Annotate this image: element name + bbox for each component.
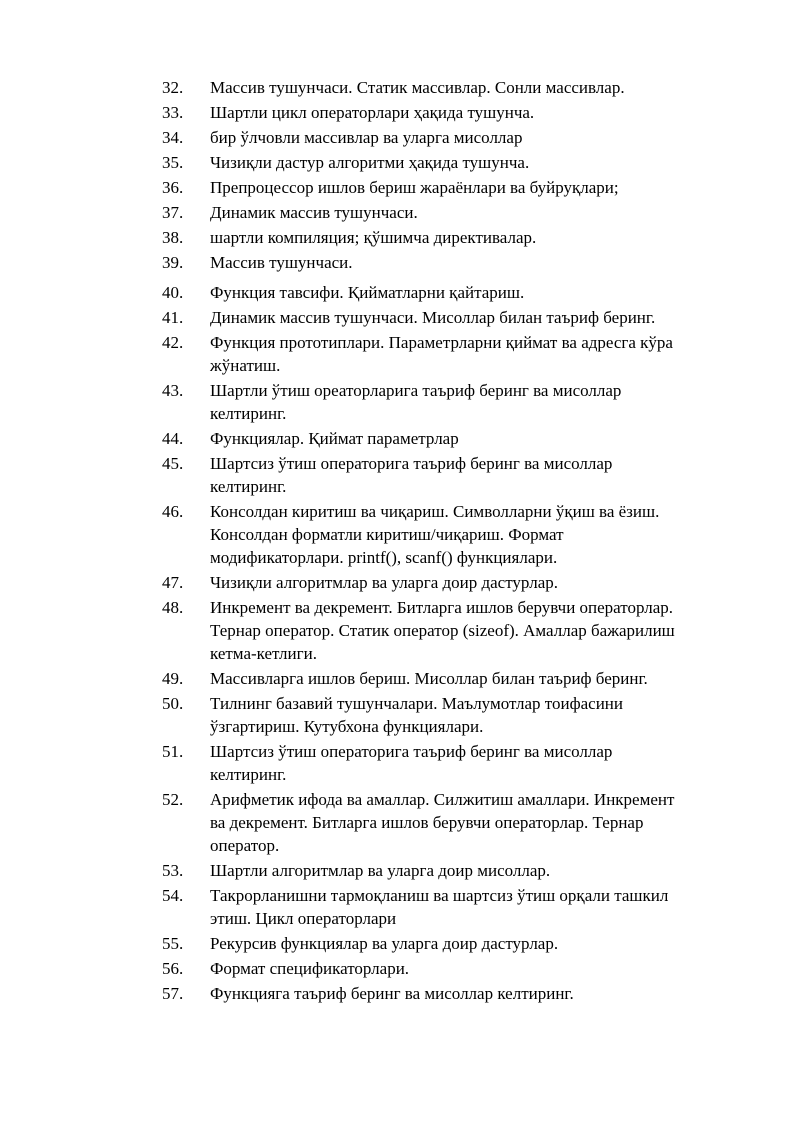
- item-number: 48.: [162, 598, 184, 617]
- item-text: [210, 692, 742, 738]
- item-text: [210, 251, 742, 274]
- item-number: 54.: [162, 886, 184, 905]
- list-item: [162, 226, 742, 249]
- item-text: [210, 176, 742, 199]
- list-item: [162, 692, 742, 738]
- item-text: [210, 452, 742, 498]
- item-text-line: Инкремент ва декремент. Битларга ишлов берувчи операторлар.: [210, 598, 674, 617]
- item-text-line: Функция тавсифи. Қийматларни қайтариш.: [210, 283, 525, 302]
- item-text-line: Формат спецификаторлари.: [210, 959, 410, 978]
- item-text: [210, 788, 742, 857]
- item-text-line: этиш. Цикл операторлари: [210, 909, 397, 928]
- item-text-line: Функцияга таъриф беринг ва мисоллар келтиринг.: [210, 984, 574, 1003]
- list-item: [162, 982, 742, 1005]
- item-text-line: Тилнинг базавий тушунчалари. Маълумотлар тоифасини: [210, 694, 623, 713]
- item-text-line: Консолдан форматли киритиш/чиқариш. Формат: [210, 525, 564, 544]
- item-text: [210, 500, 742, 569]
- item-number: 50.: [162, 694, 184, 713]
- item-number: 52.: [162, 790, 184, 809]
- item-text-line: Массив тушунчаси.: [210, 253, 353, 272]
- item-number: 44.: [162, 429, 184, 448]
- item-text-line: Динамик массив тушунчаси.: [210, 203, 418, 222]
- item-number: 36.: [162, 178, 184, 197]
- item-number: 33.: [162, 103, 184, 122]
- item-text: [210, 859, 742, 882]
- item-number: 42.: [162, 333, 184, 352]
- item-text-line: ва декремент. Битларга ишлов берувчи операторлар. Тернар: [210, 813, 644, 832]
- item-text: [210, 667, 742, 690]
- item-text-line: Шартли цикл операторлари ҳақида тушунча.: [210, 103, 535, 122]
- list-item: [162, 667, 742, 690]
- item-text-line: Консолдан киритиш ва чиқариш. Символларни ўқиш ва ёзиш.: [210, 502, 660, 521]
- list-item: [162, 281, 742, 304]
- item-text-line: жўнатиш.: [210, 356, 281, 375]
- list-item: [162, 427, 742, 450]
- item-text-line: Чизиқли алгоритмлар ва уларга доир дастурлар.: [210, 573, 558, 592]
- item-number: 45.: [162, 454, 184, 473]
- list-item: [162, 306, 742, 329]
- list-item: [162, 76, 742, 99]
- list-item: [162, 571, 742, 594]
- item-text: [210, 201, 742, 224]
- item-number: 34.: [162, 128, 184, 147]
- item-text-line: келтиринг.: [210, 404, 287, 423]
- item-number: 53.: [162, 861, 184, 880]
- list-item: [162, 126, 742, 149]
- item-number: 32.: [162, 78, 184, 97]
- item-number: 55.: [162, 934, 184, 953]
- item-text: [210, 571, 742, 594]
- item-text-line: бир ўлчовли массивлар ва уларга мисоллар: [210, 128, 523, 147]
- list-item: [162, 331, 742, 377]
- item-text-line: Массивларга ишлов бериш. Мисоллар билан таъриф беринг.: [210, 669, 648, 688]
- item-text-line: кетма-кетлиги.: [210, 644, 317, 663]
- item-number: 47.: [162, 573, 184, 592]
- item-text-line: Функциялар. Қиймат параметрлар: [210, 429, 459, 448]
- item-text-line: келтиринг.: [210, 477, 287, 496]
- item-text-line: Рекурсив функциялар ва уларга доир дастурлар.: [210, 934, 559, 953]
- list-item: [162, 859, 742, 882]
- question-list: [162, 76, 742, 1007]
- item-text: [210, 126, 742, 149]
- item-text-line: Препроцессор ишлов бериш жараёнлари ва буйруқлари;: [210, 178, 619, 197]
- item-text: [210, 306, 742, 329]
- list-item: [162, 251, 742, 274]
- item-text: [210, 379, 742, 425]
- item-text-line: модификаторлари. printf(), scanf() функциялари.: [210, 548, 558, 567]
- item-text-line: Шартли алгоритмлар ва уларга доир мисоллар.: [210, 861, 551, 880]
- item-number: 37.: [162, 203, 184, 222]
- list-item: [162, 379, 742, 425]
- item-number: 57.: [162, 984, 184, 1003]
- list-item: [162, 596, 742, 665]
- item-text-line: келтиринг.: [210, 765, 287, 784]
- list-item: [162, 957, 742, 980]
- item-text: [210, 101, 742, 124]
- item-text: [210, 281, 742, 304]
- item-number: 56.: [162, 959, 184, 978]
- list-item: [162, 740, 742, 786]
- item-text-line: оператор.: [210, 836, 280, 855]
- item-text: [210, 331, 742, 377]
- item-text-line: Шартсиз ўтиш операторига таъриф беринг ва мисоллар: [210, 742, 613, 761]
- item-number: 43.: [162, 381, 184, 400]
- item-text-line: ўзгартириш. Кутубхона функциялари.: [210, 717, 484, 736]
- item-text: [210, 884, 742, 930]
- item-text-line: Такрорланишни тармоқланиш ва шартсиз ўтиш орқали ташкил: [210, 886, 669, 905]
- list-item: [162, 932, 742, 955]
- item-text-line: Шартсиз ўтиш операторига таъриф беринг ва мисоллар: [210, 454, 613, 473]
- list-item: [162, 176, 742, 199]
- item-text-line: Арифметик ифода ва амаллар. Силжитиш амаллари. Инкремент: [210, 790, 675, 809]
- item-text-line: Чизиқли дастур алгоритми ҳақида тушунча.: [210, 153, 530, 172]
- item-text-line: Тернар оператор. Статик оператор (sizeof). Амаллар бажарилиш: [210, 621, 675, 640]
- item-text: [210, 76, 742, 99]
- item-number: 40.: [162, 283, 184, 302]
- item-number: 51.: [162, 742, 184, 761]
- item-text: [210, 151, 742, 174]
- item-text: [210, 982, 742, 1005]
- list-item: [162, 201, 742, 224]
- list-item: [162, 101, 742, 124]
- item-text: [210, 957, 742, 980]
- item-number: 49.: [162, 669, 184, 688]
- item-number: 38.: [162, 228, 184, 247]
- item-text: [210, 427, 742, 450]
- list-item: [162, 788, 742, 857]
- item-text: [210, 226, 742, 249]
- item-text: [210, 740, 742, 786]
- list-item: [162, 151, 742, 174]
- item-number: 41.: [162, 308, 184, 327]
- list-item: [162, 884, 742, 930]
- item-number: 35.: [162, 153, 184, 172]
- list-item: [162, 452, 742, 498]
- item-number: 39.: [162, 253, 184, 272]
- item-text-line: Динамик массив тушунчаси. Мисоллар билан таъриф беринг.: [210, 308, 656, 327]
- item-text-line: Функция прототиплари. Параметрларни қиймат ва адресга кўра: [210, 333, 673, 352]
- list-item: [162, 500, 742, 569]
- item-text: [210, 932, 742, 955]
- item-text-line: шартли компиляция; қўшимча директивалар.: [210, 228, 537, 247]
- item-text-line: Массив тушунчаси. Статик массивлар. Сонли массивлар.: [210, 78, 625, 97]
- item-number: 46.: [162, 502, 184, 521]
- item-text: [210, 596, 742, 665]
- item-text-line: Шартли ўтиш ореаторларига таъриф беринг ва мисоллар: [210, 381, 622, 400]
